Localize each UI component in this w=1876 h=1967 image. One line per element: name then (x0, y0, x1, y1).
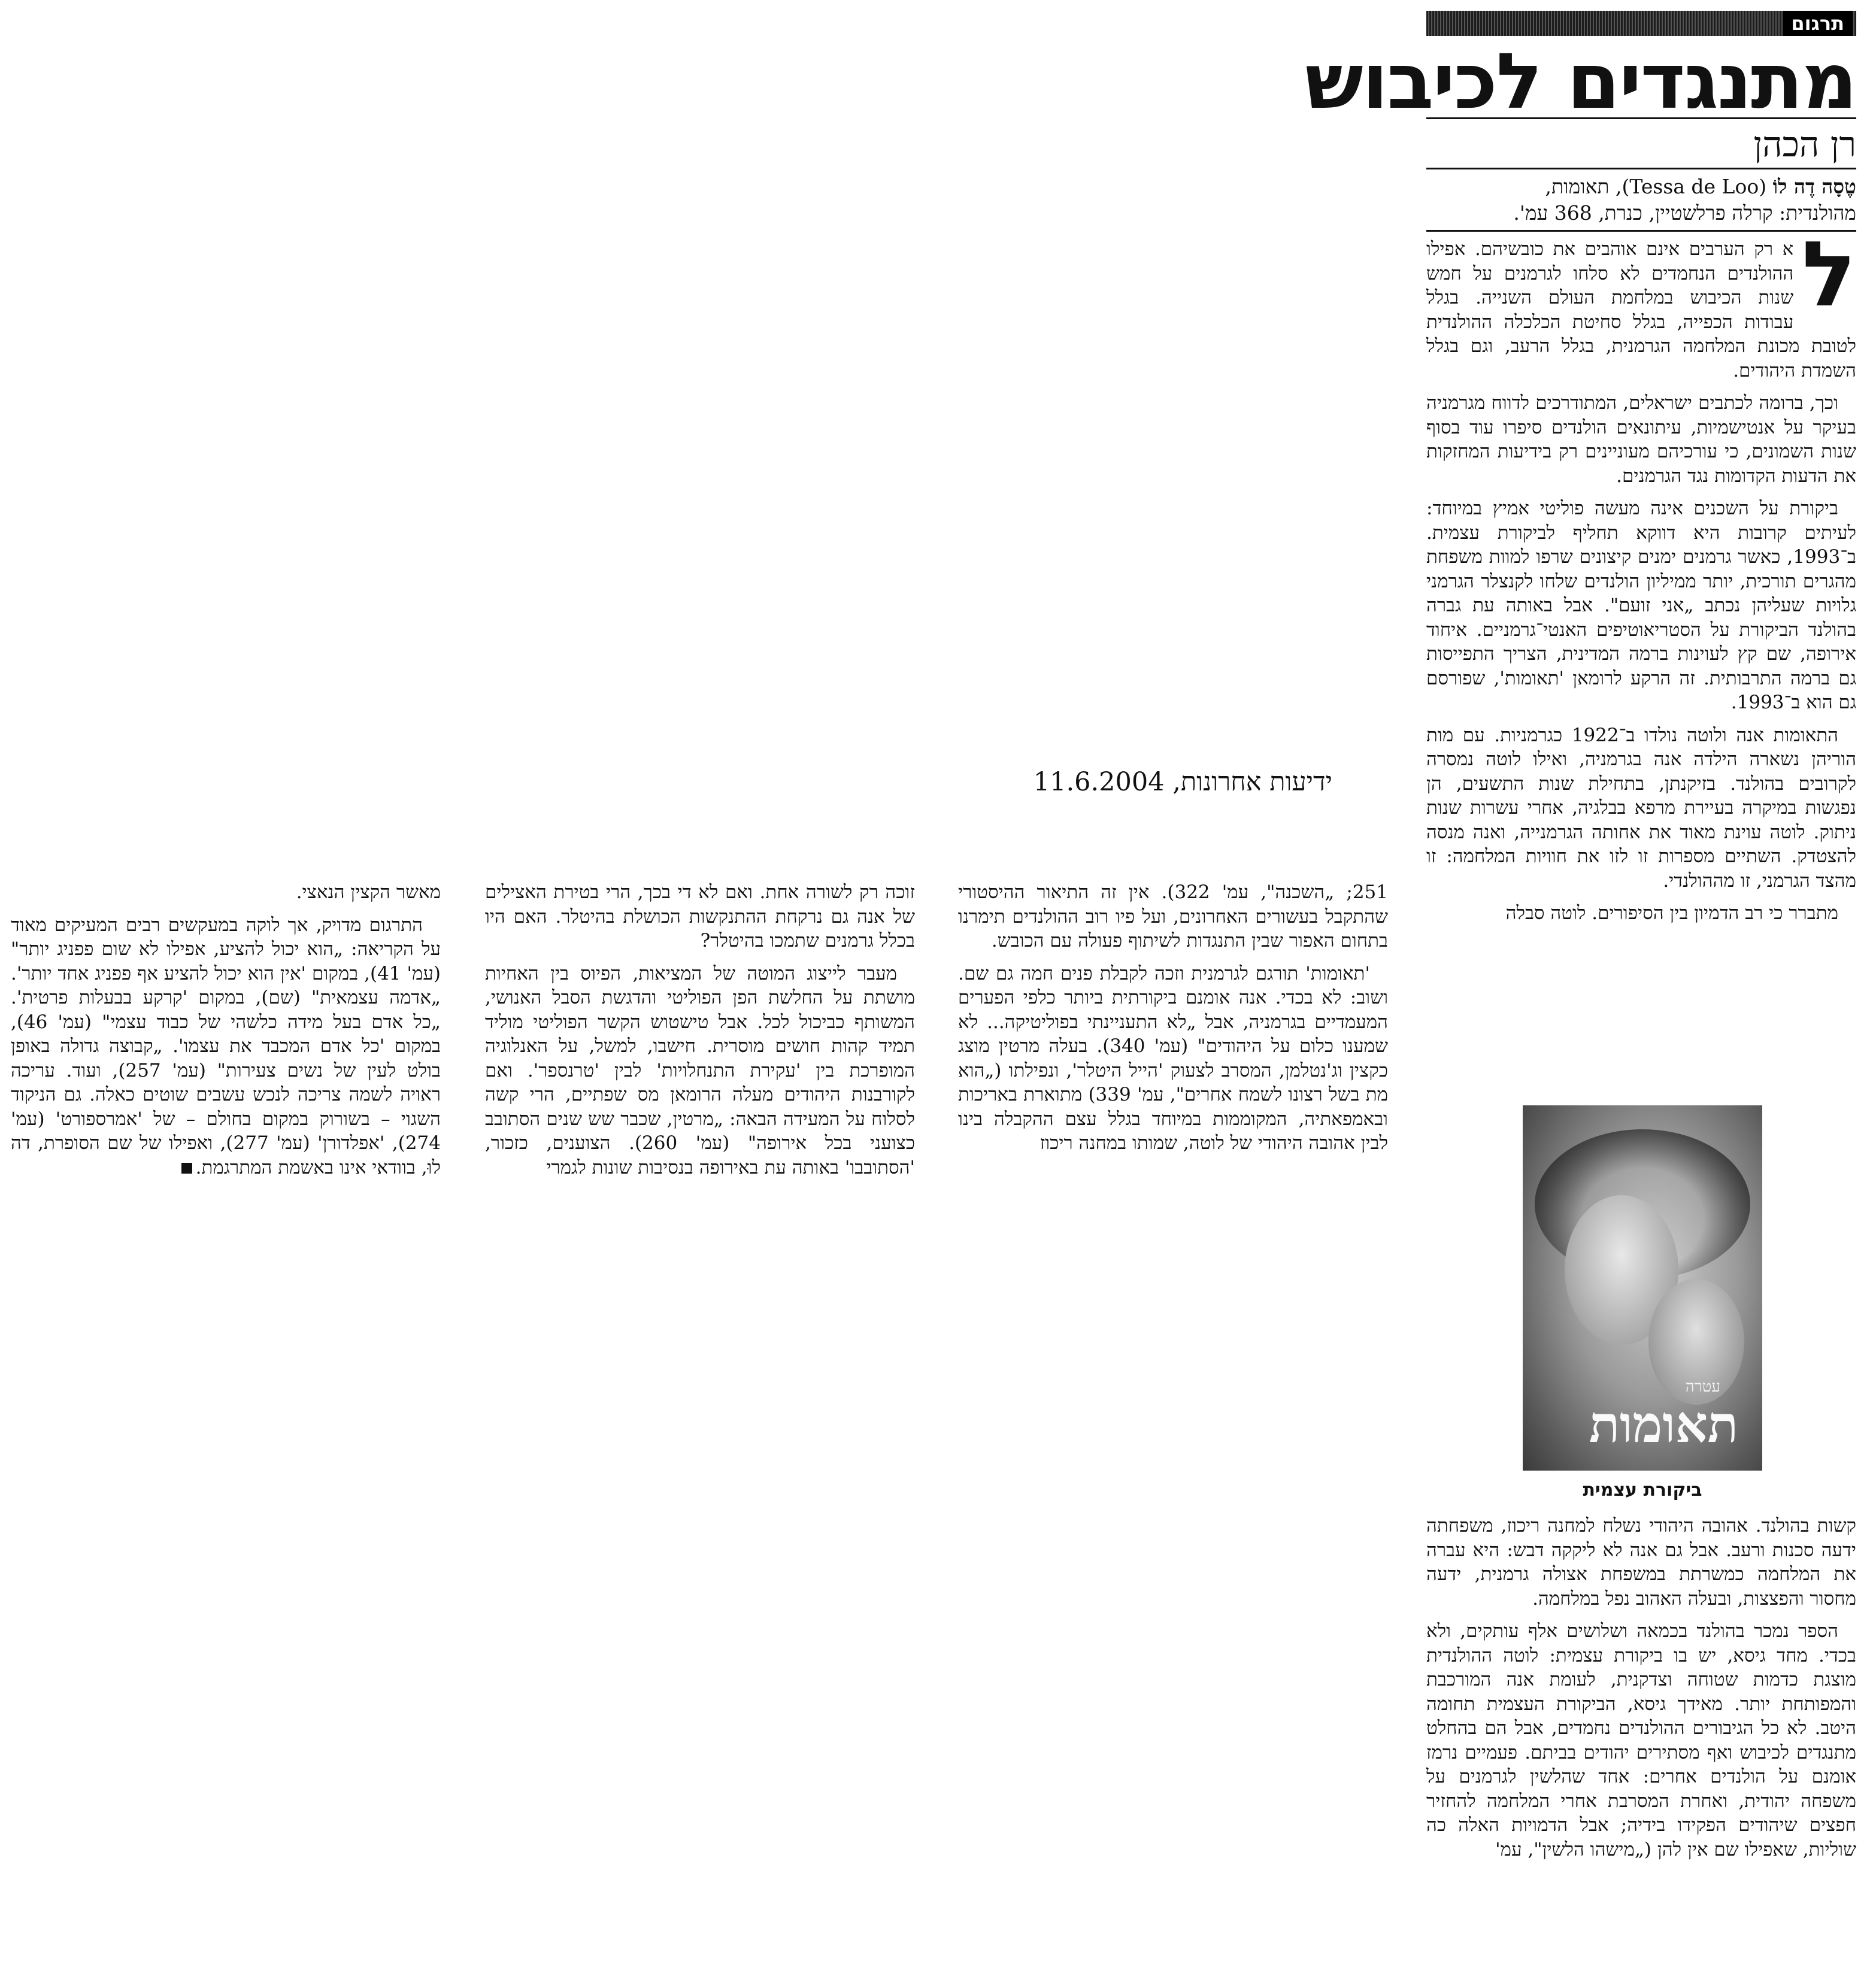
headline: מתנגדים לכיבוש (1305, 37, 1856, 126)
paragraph: זוכה רק לשורה אחת. ואם לא די בכך, הרי בטירת האצילים של אנה גם נרקחת ההתנקשות הכושלת בהיטלר. האם היו בכלל גרמנים שתמכו בהיטלר? (485, 881, 915, 951)
paragraph: קשות בהולנד. אהובה היהודי נשלח למחנה ריכוז, משפחתה ידעה סכנות ורעב. אבל גם אנה לא ליקקה דבש: היא עברה את המלחמה כמשרתת במשפחת אצולה גרמנית, ידעה מחסור והפצצות, ובעלה האהוב נפל במלחמה. (1426, 1515, 1856, 1610)
paragraph: מעבר לייצוג המוטה של המציאות, הפיוס בין האחיות מושתת על החלשת הפן הפוליטי והדגשת הסבל האנושי, המשותף כביכול לכל. אבל טישטוש הקשר הפוליטי מוליד תמיד קהות חושים מוסרית. חישבו, למשל, על האנלוגיה המופרכת בין 'עקירת התנחלויות' לבין 'טרנספר'. ואם לקורבנות היהודים מעלה הרומאן מס שפתיים, הרי קשה לסלוח על המעידה הבאה: „מרטין, שכבר שש שנים הסתובב כצועני בכל אירופה" (עמ' 260). הצוענים, כזכור, 'הסתובבו' באותה עת באירופה בנסיבות שונות לגמרי (485, 962, 915, 1178)
book-info (1426, 174, 1856, 226)
end-mark-icon (181, 1163, 192, 1174)
book-cover-photo (1523, 1105, 1762, 1471)
paragraph: הספר נמכר בהולנד בכמאה ושלושים אלף עותקים, ולא בכדי. מחד גיסא, יש בו ביקורת עצמית: לוטה ההולנדית מוצגת כדמות שטוחה וצדקנית, לעומת אנה המורכבת והמפותחת יותר. מאידך גיסא, הביקורת העצמית תחומה היטב. לא כל הגיבורים ההולנדים נחמדים, אבל הם בהחלט מתנגדים לכיבוש ואף מסתירים יהודים בביתם. פעמיים נרמז אומנם על הולנדים אחרים: אחד שהלשין לגרמנים על משפחה יהודית, ואחרת המסרבת אחרי המלחמה להחזיר חפצים שיהודים הפקידו בידיה; אבל הדמויות האלה כה שוליות, שאפילו שם אין להן („מישהו הלשין", עמ' (1426, 1620, 1856, 1860)
author-rule (1426, 168, 1856, 169)
paragraph: מתברר כי רב הדמיון בין הסיפורים. לוטה סבלה (1505, 902, 1838, 924)
headline-rule (1426, 117, 1856, 119)
book-details: מהולנדית: קרלה פרלשטיין, כנרת, 368 עמ'. (1513, 201, 1856, 225)
author-byline: רן הכהן (1753, 124, 1856, 165)
book-info-rule (1426, 230, 1856, 232)
column-right-bottom (1426, 1514, 1856, 1870)
photo-caption: ביקורת עצמית (1583, 1480, 1702, 1501)
book-author-latin: (Tessa de Loo) (1622, 175, 1767, 198)
paragraph: התאומות אנה ולוטה נולדו ב־1922 כגרמניות. עם מות הוריהן נשארה הילדה אנה בגרמניה, ואילו לוטה נמסרה לקרובים בהולנד. בזיקנתן, בתחילת שנות התשעים, הן נפגשות במיקרה בעיירת מרפא בבלגיה, אחרי עשרות שנות ניתוק. לוטה עוינת מאוד את אחותה הגרמנייה, ואנה מנסה להצטדק. השתיים מספרות זו לזו את חוויות המלחמה: זו מהצד הגרמני, זו מההולנדי. (1426, 724, 1856, 892)
book-title: , תאומות, (1545, 175, 1622, 198)
column-continuation-1 (958, 880, 1388, 1164)
book-author: טֶסָה דֶה לוֹ (1772, 175, 1856, 198)
drop-cap: ל (1802, 223, 1856, 327)
paragraph-text: התרגום מדויק, אך לוקה במעקשים רבים המעיקים מאוד על הקריאה: „הוא יכול להציע, אפילו לא שום פפניג יותר" (עמ' 41), במקום 'אין הוא יכול להציע אף פפניג אחד יותר'. „אדמה עצמאית" (שם), במקום 'קרקע בבעלות פרטית'. „כל אדם בעל מידה כלשהי של כבוד עצמי" (עמ' 46), במקום 'כל אדם המכבד את עצמו'. „קבוצה גדולה באופן בולט לעין של נשים צעירות" (עמ' 257), ועוד. עריכה ראויה לשמה צריכה לנכש עשבים שוטים כאלה. גם הניקוד השגוי – בשורוק במקום בחולם – של 'אמרספורט' (עמ' 274), 'אפלדורן' (עמ' 277), ואפילו של שם הסופרת, דה לוּ, בוודאי אינו באשמת המתרגמת. (11, 914, 441, 1178)
section-label: תרגום (1783, 11, 1853, 36)
column-right-top (1426, 223, 1856, 934)
paragraph: ביקורת על השכנים אינה מעשה פוליטי אמיץ במיוחד: לעיתים קרובות היא דווקא תחליף לביקורת עצמית. ב־1993, כאשר גרמנים ימנים קיצונים שרפו למוות משפחת מהגרים תורכית, יותר ממיליון הולנדים שלחו לקנצלר הגרמני גלויות שעליהן נכתב „אני זועם". אבל באותה עת גברה בהולנד הביקורת על הסטריאוטיפים האנטי־גרמניים. איחוד אירופה, שם קץ לעוינות ברמה המדינית, הצריך התפייסות גם ברמה התרבותית. זה הרקע לרומאן 'תאומות', שפורסם גם הוא ב־1993. (1426, 498, 1856, 713)
paragraph: א רק הערבים אינם אוהבים את כובשיהם. אפילו ההולנדים הנחמדים לא סלחו לגרמנים על חמש שנות הכיבוש במלחמת העולם השנייה. בגלל עבודות הכפייה, בגלל סחיטת הכלכלה ההולנדית לטובת מכונת המלחמה הגרמנית, בגלל הרעב, וגם בגלל השמדת היהודים. (1426, 238, 1856, 381)
paragraph: 251; „השכנה", עמ' 322). אין זה התיאור ההיסטורי שהתקבל בעשורים האחרונים, ועל פיו רוב ההולנדים תימרנו בתחום האפור שבין התנגדות לשיתוף פעולה עם הכובש. (958, 881, 1388, 951)
source-date: ידיעות אחרונות, 11.6.2004 (1033, 767, 1332, 797)
cover-series: עטרה (1685, 1378, 1720, 1396)
paragraph: וכך, ברומה לכתבים ישראלים, המתודרכים לדווח מגרמניה בעיקר על אנטישמיות, עיתונאים הולנדים סיפרו עוד בסוף שנות השמונים, כי עורכיהם מעוניינים רק בידיעות המחזקות את הדעות הקדומות נגד הגרמנים. (1426, 392, 1856, 487)
column-continuation-3 (11, 880, 441, 1188)
column-continuation-2 (485, 880, 915, 1188)
paragraph: 'תאומות' תורגם לגרמנית וזכה לקבלת פנים חמה גם שם. ושוב: לא בכדי. אנה אומנם ביקורתית ביותר כלפי הפערים המעמדיים בגרמניה, אבל „לא התעניינתי בפוליטיקה... לא שמענו כלום על היהודים" (עמ' 340). בעלה מרטין מוצג כקצין וג'נטלמן, המסרב לצעוק 'הייל היטלר', ונפילתו („הוא מת בשל רצונו לשמח אחרים", עמ' 339) מתוארת באריכות ובאמפאתיה, המקוממות במיוחד בגלל עצם ההקבלה בינו לבין אהובה היהודי של לוטה, שמותו במחנה ריכוז (958, 962, 1388, 1154)
cover-title: תאומות (1589, 1395, 1738, 1454)
section-bar (1426, 11, 1856, 36)
paragraph-last (11, 913, 441, 1180)
paragraph: מאשר הקצין הנאצי. (296, 881, 441, 903)
